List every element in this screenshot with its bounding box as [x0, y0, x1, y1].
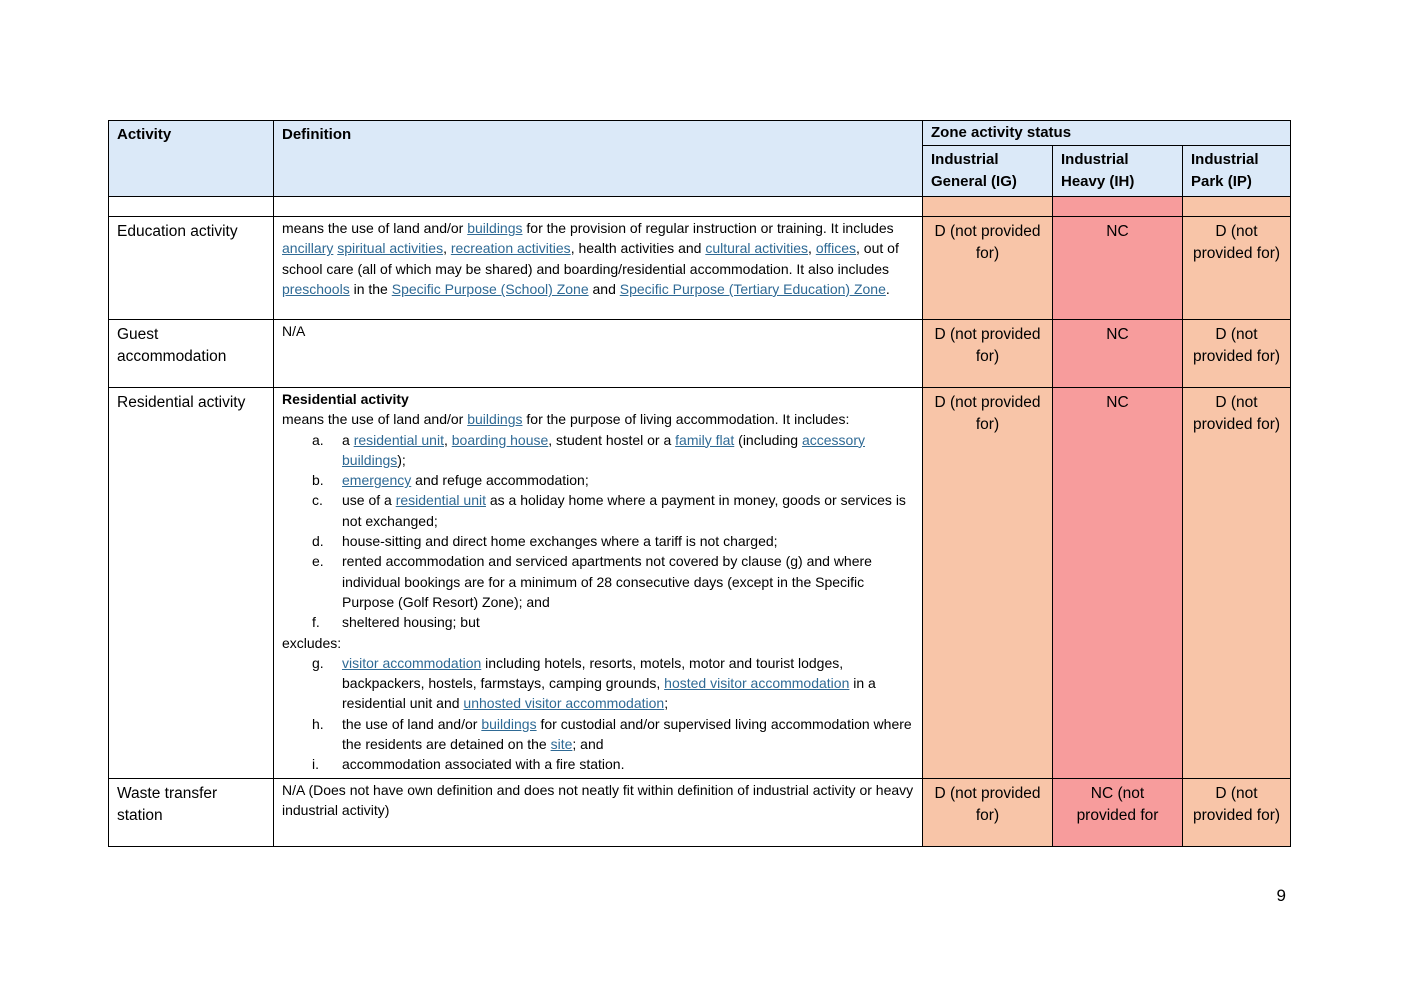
link-cultural-activities[interactable]: cultural activities: [705, 240, 809, 257]
table-row-waste: [109, 778, 1291, 846]
definition-intro: means the use of land and/or buildings for the purpose of living accommodation. It includes:: [282, 411, 850, 428]
list-item: e. rented accommodation and serviced apartments not covered by clause (g) and where individual bookings are for a minimum of 28 consecutive days (except in the Specific Purpose (Golf Resort) Zone); and: [312, 553, 872, 610]
list-item: c. use of a residential unit as a holiday home where a payment in money, goods or services is not exchanged;: [312, 492, 906, 529]
table-row-guest: [109, 320, 1291, 388]
status-ip: D (not provided for): [1183, 320, 1291, 388]
link-residential-unit[interactable]: residential unit: [353, 431, 444, 448]
table-row-education: [109, 217, 1291, 320]
list-item: g. visitor accommodation including hotels, resorts, motels, motor and tourist lodges, backpackers, hostels, farmstays, camping grounds, hosted visitor accommodation in a residential unit and unhosted visitor accommodation;: [312, 654, 876, 712]
status-ip: D (not provided for): [1183, 388, 1291, 779]
link-emergency[interactable]: emergency: [342, 472, 412, 489]
link-family-flat[interactable]: family flat: [675, 431, 735, 448]
header-activity: Activity: [109, 121, 274, 197]
definition-cell: means the use of land and/or buildings for the provision of regular instruction or training. It includes ancillary spiritual activities, recreation activities, health activities and cultural activities, offices, out of school care (all of which may be shared) and boarding/residential accommodation. It also includes preschools in the Specific Purpose (School) Zone and Specific Purpose (Tertiary Education) Zone.: [274, 217, 923, 320]
activity-status-table: [108, 120, 1291, 847]
excludes-label: excludes:: [282, 634, 342, 651]
list-item: h. the use of land and/or buildings for custodial and/or supervised living accommodation where the residents are detained on the site; and: [312, 715, 912, 753]
link-recreation-activities[interactable]: recreation activities: [450, 240, 571, 257]
link-preschools[interactable]: preschools: [282, 280, 350, 297]
header-ig: Industrial General (IG): [923, 146, 1053, 197]
page-number: 9: [1276, 886, 1286, 905]
status-ip: D (not provided for): [1183, 217, 1291, 320]
activity-cell: Guest accommodation: [109, 320, 274, 388]
table-row-residential: [109, 388, 1291, 779]
activity-cell: Waste transfer station: [109, 778, 274, 846]
link-buildings[interactable]: buildings: [467, 220, 523, 236]
definition-cell: N/A: [274, 320, 923, 388]
link-boarding-house[interactable]: boarding house: [451, 431, 549, 448]
status-ih: NC: [1053, 320, 1183, 388]
status-ih: NC: [1053, 217, 1183, 320]
link-site[interactable]: site: [550, 736, 573, 753]
link-spiritual-activities[interactable]: spiritual activities: [337, 240, 444, 257]
status-ig: D (not provided for): [923, 320, 1053, 388]
link-unhosted-visitor-accommodation[interactable]: unhosted visitor accommodation: [463, 695, 665, 712]
status-ig: D (not provided for): [923, 388, 1053, 779]
status-ih: NC (not provided for: [1053, 778, 1183, 846]
list-item: b. emergency and refuge accommodation;: [312, 472, 589, 489]
list-item: i. accommodation associated with a fire station.: [312, 756, 625, 773]
spacer-row: [109, 197, 1291, 217]
link-offices[interactable]: offices: [815, 240, 857, 257]
link-buildings[interactable]: buildings: [481, 715, 537, 732]
link-hosted-visitor-accommodation[interactable]: hosted visitor accommodation: [664, 675, 850, 692]
definition-cell: [274, 388, 923, 779]
status-ig: D (not provided for): [923, 217, 1053, 320]
link-tertiary-zone[interactable]: Specific Purpose (Tertiary Education) Zone: [619, 280, 886, 297]
status-ip: D (not provided for): [1183, 778, 1291, 846]
definition-heading: Residential activity: [282, 391, 409, 407]
activity-cell: Education activity: [109, 217, 274, 320]
status-ih: NC: [1053, 388, 1183, 779]
link-accessory-buildings[interactable]: accessory buildings: [342, 431, 865, 468]
activity-cell: Residential activity: [109, 388, 274, 779]
link-residential-unit[interactable]: residential unit: [395, 492, 486, 509]
list-item: d. house-sitting and direct home exchanges where a tariff is not charged;: [312, 533, 778, 550]
header-ip: Industrial Park (IP): [1183, 146, 1291, 197]
header-definition: Definition: [274, 121, 923, 197]
list-item: a. a residential unit, boarding house, student hostel or a family flat (including accessory buildings);: [312, 431, 865, 468]
link-ancillary[interactable]: ancillary: [282, 240, 334, 257]
link-visitor-accommodation[interactable]: visitor accommodation: [342, 654, 482, 671]
definition-cell: N/A (Does not have own definition and does not neatly fit within definition of industrial activity or heavy industrial activity): [274, 778, 923, 846]
header-ih: Industrial Heavy (IH): [1053, 146, 1183, 197]
status-ig: D (not provided for): [923, 778, 1053, 846]
list-item: f. sheltered housing; but: [312, 614, 480, 631]
header-zone-status: Zone activity status: [923, 121, 1291, 146]
link-school-zone[interactable]: Specific Purpose (School) Zone: [391, 280, 589, 297]
link-buildings[interactable]: buildings: [467, 411, 523, 428]
